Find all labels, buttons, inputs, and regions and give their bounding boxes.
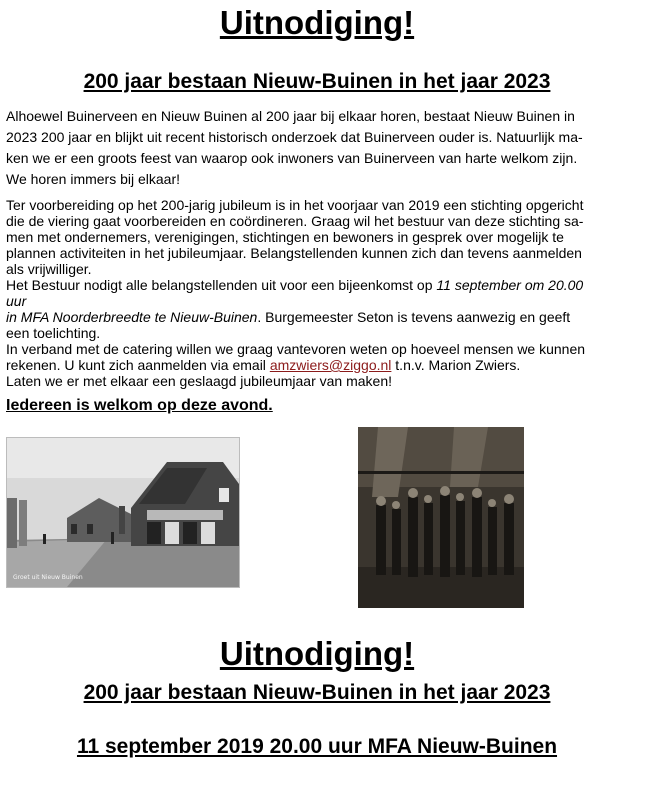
photo-caption: Groet uit Nieuw Buinen xyxy=(13,574,83,581)
meeting-place: in MFA Noorderbreedte te Nieuw-Buinen xyxy=(6,309,258,325)
historic-street-photo xyxy=(6,437,240,588)
email-link[interactable]: amzwiers@ziggo.nl xyxy=(269,357,392,373)
intro-line: 2023 200 jaar en blijkt uit recent historisch onderzoek dat Buinerveen ouder is. Natuurlijk ma- xyxy=(6,129,583,145)
historic-factory-photo xyxy=(358,427,524,608)
meeting-date: 11 september om 20.00 xyxy=(436,277,584,293)
body-line xyxy=(6,309,624,325)
body-line: Ter voorbereiding op het 200-jarig jubileum is in het voorjaar van 2019 een stichting opgericht xyxy=(6,197,584,213)
intro-line: We horen immers bij elkaar! xyxy=(6,171,181,187)
meeting-uur: uur xyxy=(6,293,27,309)
body-line: Laten we er met elkaar een geslaagd jubileumjaar van maken! xyxy=(6,373,393,389)
body-line: men met ondernemers, verenigingen, stichtingen en bewoners in gesprek over mogelijk te xyxy=(6,229,564,245)
bottom-title: Uitnodiging! xyxy=(219,635,415,672)
body-line xyxy=(6,277,624,293)
page-subtitle: 200 jaar bestaan Nieuw-Buinen in het jaar 2023 xyxy=(83,70,551,93)
street-illustration xyxy=(7,438,239,587)
body-line: een toelichting. xyxy=(6,325,101,341)
body-line: als vrijwilliger. xyxy=(6,261,92,277)
intro-line: ken we er een groots feest van waarop ook inwoners van Buinerveen van harte welkom zijn. xyxy=(6,150,578,166)
contact-person: t.n.v. Marion Zwiers. xyxy=(391,357,521,373)
intro-line: Alhoewel Buinerveen en Nieuw Buinen al 200 jaar bij elkaar horen, bestaat Nieuw Buinen in xyxy=(6,108,575,124)
body-line xyxy=(6,357,624,373)
page-title: Uitnodiging! xyxy=(219,4,415,41)
bottom-subtitle: 200 jaar bestaan Nieuw-Buinen in het jaar 2023 xyxy=(83,681,551,704)
mayor-note: . Burgemeester Seton is tevens aanwezig en geeft xyxy=(257,309,571,325)
meeting-lead: Het Bestuur nodigt alle belangstellenden uit voor een bijeenkomst op xyxy=(6,277,437,293)
body-line: In verband met de catering willen we graag vantevoren weten op hoeveel mensen we kunnen xyxy=(6,341,586,357)
body-line: die de viering gaat voorbereiden en coördineren. Graag wil het bestuur van deze stichting sa- xyxy=(6,213,584,229)
body-text xyxy=(6,197,624,389)
signup-text: rekenen. U kunt zich aanmelden via email xyxy=(6,357,270,373)
welcome-heading: Iedereen is welkom op deze avond. xyxy=(6,397,273,414)
intro-paragraph xyxy=(6,109,624,187)
factory-illustration xyxy=(358,427,524,608)
body-line: plannen activiteiten in het jubileumjaar. Belangstellenden kunnen zich dan tevens aanmelden xyxy=(6,245,582,261)
event-details: 11 september 2019 20.00 uur MFA Nieuw-Buinen xyxy=(76,735,558,758)
